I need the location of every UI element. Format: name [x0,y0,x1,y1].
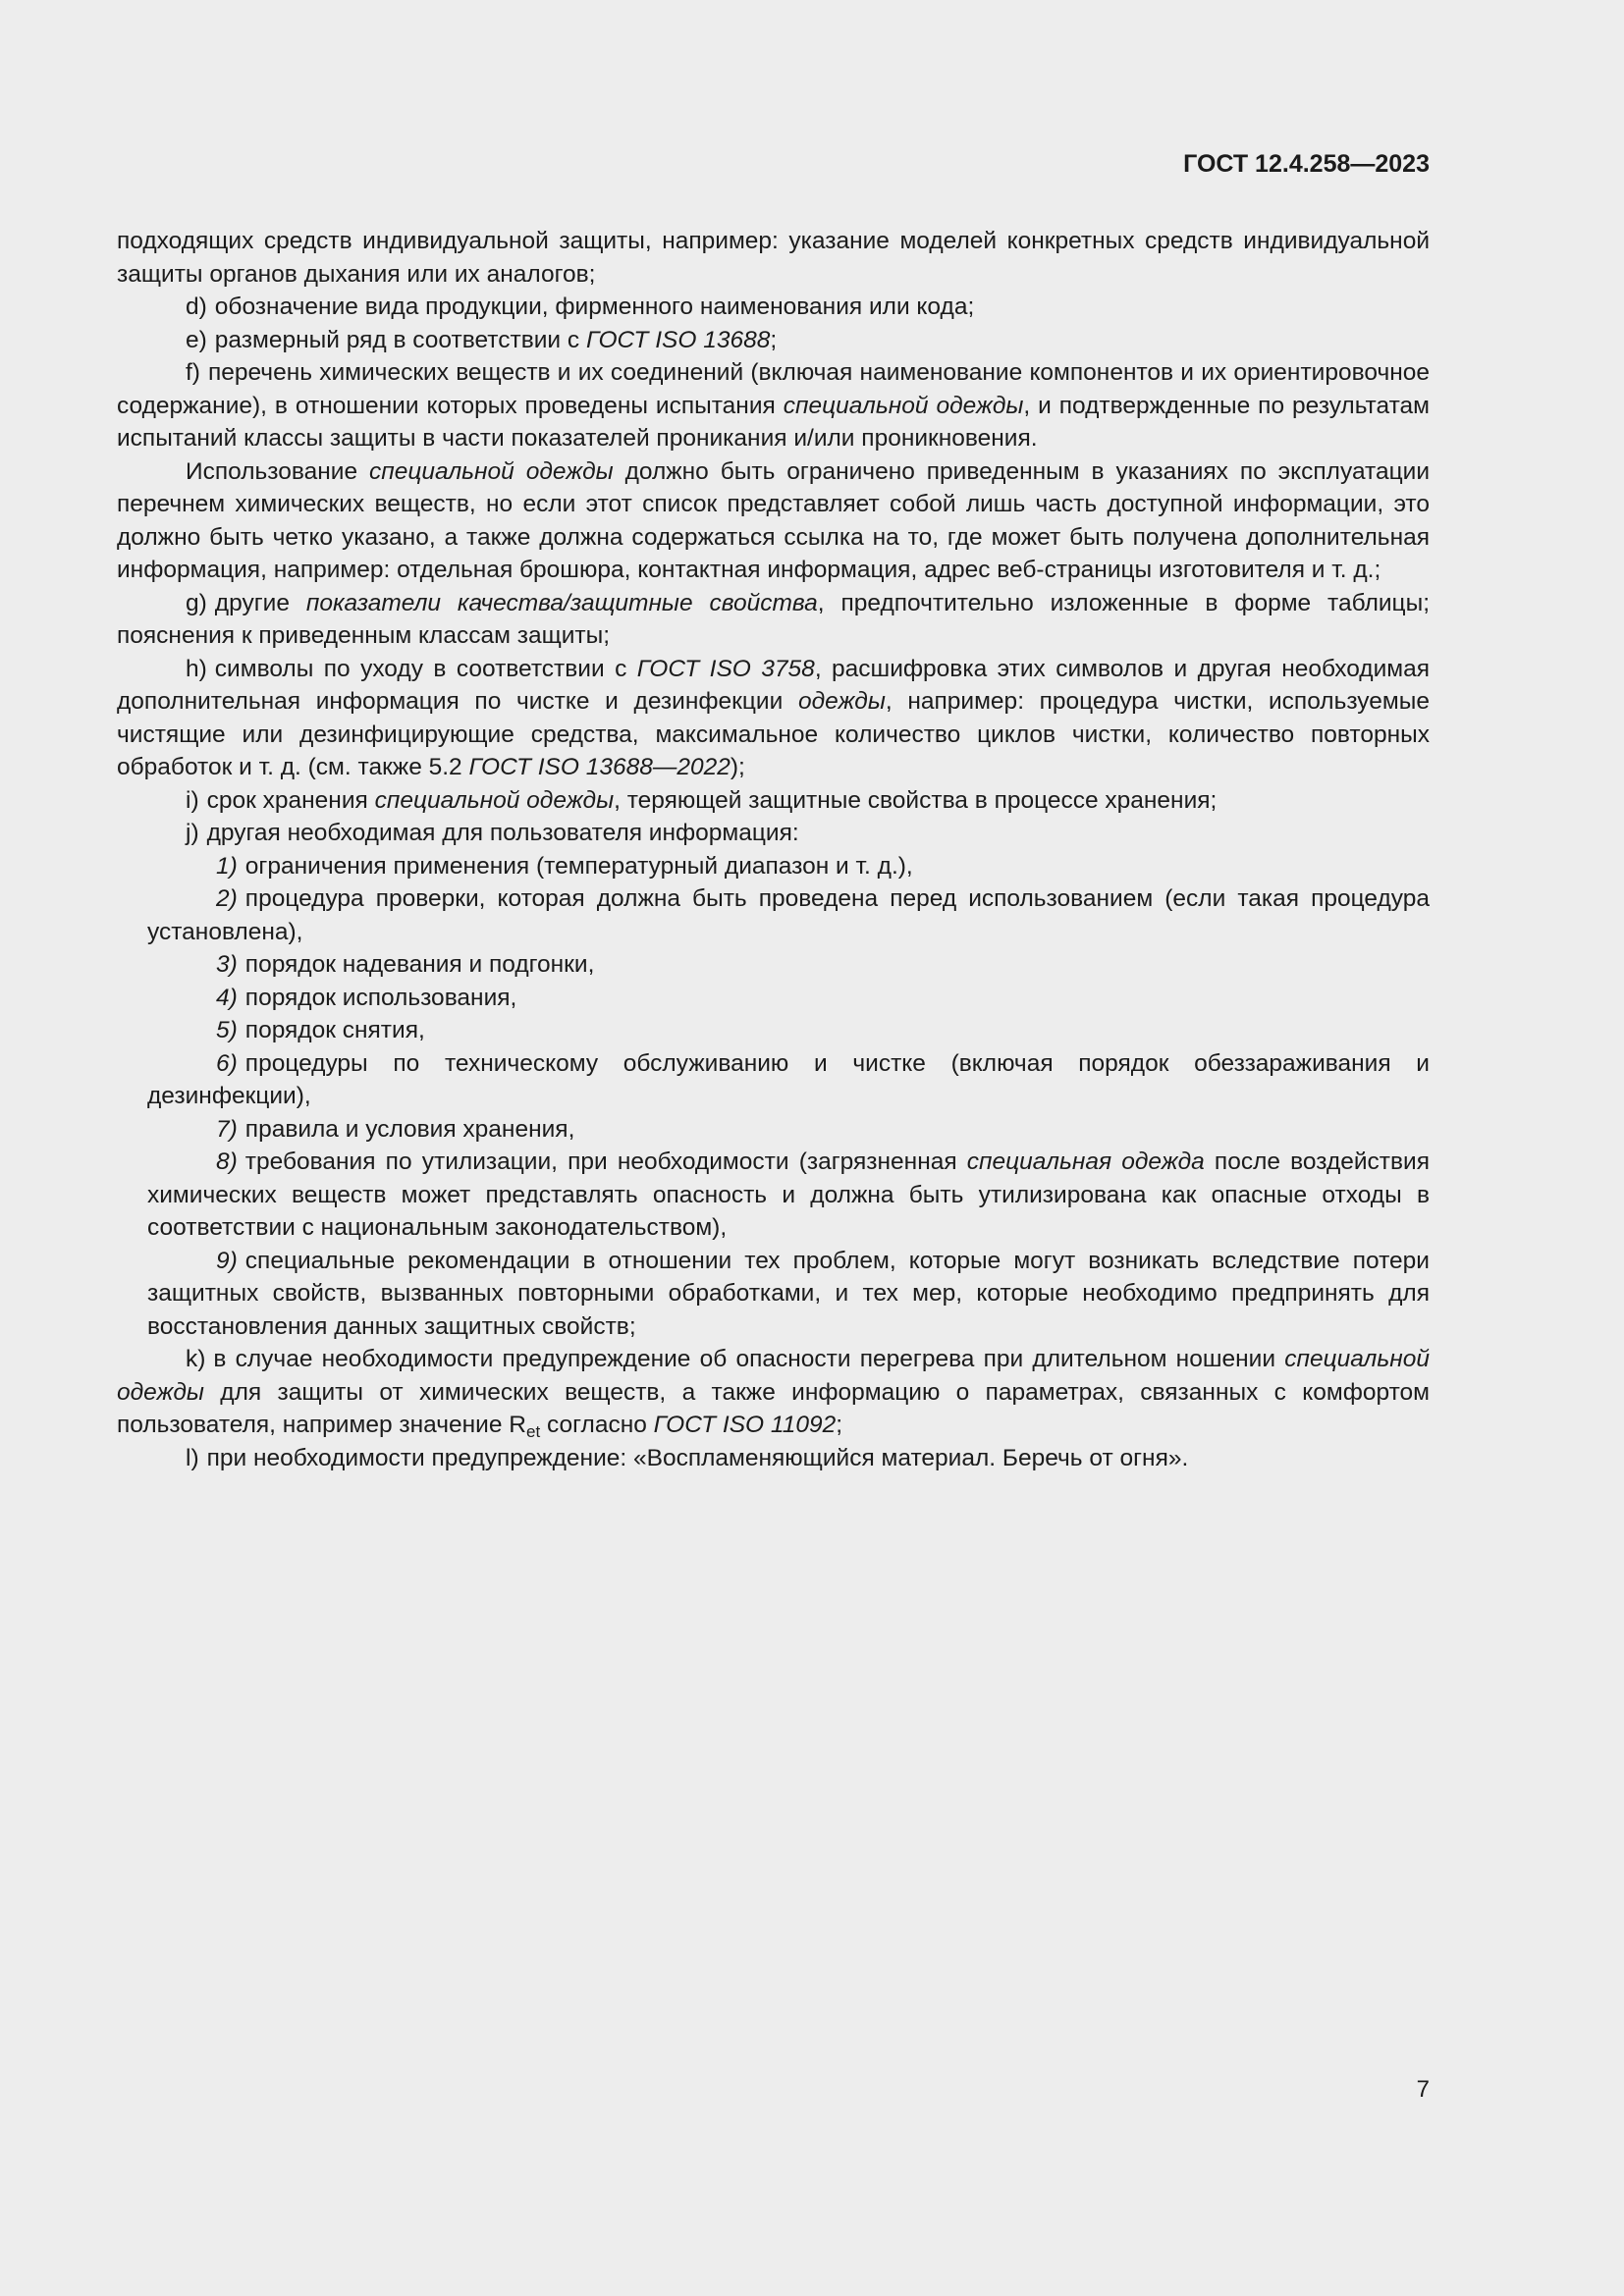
standard-reference: ГОСТ ISO 11092 [653,1412,837,1438]
sublist-marker: 9) [216,1247,238,1274]
sublist-marker: 5) [216,1017,238,1043]
italic-term: специальная одежда [966,1148,1205,1175]
italic-term: специальной одежды [374,786,615,814]
list-item-i: i) срок хранения специальной одежды, теряющей защитные свойства в процессе хранения; [117,784,1430,818]
list-marker: i) [186,786,199,814]
list-marker: h) [186,655,207,682]
sublist-item-5: 5) порядок снятия, [117,1014,1430,1047]
list-marker: d) [186,294,207,320]
sublist-marker: 6) [216,1049,238,1077]
list-marker: f) [186,359,200,386]
italic-term: одежды [797,688,886,715]
list-item-l: l) при необходимости предупреждение: «Воспламеняющийся материал. Беречь от огня». [117,1442,1430,1475]
list-item-g: g) другие показатели качества/защитные свойства, предпочтительно изложенные в форме таблицы; пояснения к приведенным классам защиты; [117,587,1430,653]
sublist-marker: 3) [216,951,238,978]
list-marker: l) [186,1444,199,1471]
sublist-item-3: 3) порядок надевания и подгонки, [117,948,1430,982]
sublist-marker: 2) [216,885,238,912]
sublist-item-4: 4) порядок использования, [117,982,1430,1015]
standard-code-header: ГОСТ 12.4.258—2023 [1183,150,1430,178]
list-marker: k) [186,1346,206,1372]
list-marker: g) [186,589,207,616]
italic-term: показатели качества/защитные свойства [305,589,818,616]
standard-reference: ГОСТ ISO 13688 [585,326,771,353]
page-number: 7 [1416,2076,1430,2103]
standard-reference: ГОСТ ISO 13688—2022 [468,754,731,780]
list-marker: e) [186,326,207,353]
subscript-et: et [525,1422,541,1441]
list-item-j: j) другая необходимая для пользователя информация: [117,817,1430,850]
sublist-marker: 4) [216,984,238,1011]
sublist-item-1: 1) ограничения применения (температурный диапазон и т. д.), [117,850,1430,883]
sublist-marker: 8) [216,1148,238,1175]
sublist-item-2: 2) процедура проверки, которая должна быть проведена перед использованием (если такая процедура установлена), [117,882,1430,948]
sublist-marker: 1) [216,852,238,880]
italic-term: специальной одежды [369,457,614,485]
sublist-item-6: 6) процедуры по техническому обслуживанию и чистке (включая порядок обеззараживания и дезинфекции), [117,1047,1430,1113]
list-item-k: k) в случае необходимости предупреждение об опасности перегрева при длительном ношении специальной одежды для защиты от химических веществ, а также информацию о параметрах, связанных с комфортом пользователя, например значение $R_{et}$ согласно ГОСТ ISO 11092; [117,1343,1430,1442]
standard-reference: ГОСТ ISO 3758 [636,655,815,682]
paragraph-usage: Использование специальной одежды должно быть ограничено приведенным в указаниях по эксплуатации перечнем химических веществ, но если этот список представляет собой лишь часть доступной информации, это должно быть четко указано, а также должна содержаться ссылка на то, где может быть получена дополнительная информация, например: отдельная брошюра, контактная информация, адрес веб-страницы изготовителя и т. д.; [117,457,1431,583]
sublist-marker: 7) [216,1115,238,1143]
list-item-d: d) обозначение вида продукции, фирменного наименования или кода; [117,291,1430,324]
italic-term: специальной одежды [783,392,1024,419]
sublist-item-9: 9) специальные рекомендации в отношении тех проблем, которые могут возникать вследствие потери защитных свойств, вызванных повторными обработками, и тех мер, которые необходимо предпринять для восстановления данных защитных свойств; [117,1245,1430,1344]
list-item-h: h) символы по уходу в соответствии с ГОСТ ISO 3758, расшифровка этих символов и другая необходимая дополнительная информация по чистке и дезинфекции одежды, например: процедура чистки, используемые чистящие или дезинфицирующие средства, максимальное количество циклов чистки, количество повторных обработок и т. д. (см. также 5.2 ГОСТ ISO 13688—2022); [117,653,1430,784]
sublist-item-7: 7) правила и условия хранения, [117,1113,1430,1147]
italic-term: специальной одежды [117,1346,1430,1406]
sublist-item-8: 8) требования по утилизации, при необходимости (загрязненная специальная одежда после воздействия химических веществ может представлять опасность и должна быть утилизирована как опасные отходы в соответствии с национальным законодательством), [117,1146,1430,1245]
paragraph-continuation: подходящих средств индивидуальной защиты, например: указание моделей конкретных средств индивидуальной защиты органов дыхания или их аналогов; [117,228,1430,288]
document-body [117,225,1430,1474]
list-item-e: e) размерный ряд в соответствии с ГОСТ ISO 13688; [117,324,1430,357]
list-marker: j) [186,820,199,846]
list-item-f: f) перечень химических веществ и их соединений (включая наименование компонентов и их ориентировочное содержание), в отношении которых проведены испытания специальной одежды, и подтвержденные по результатам испытаний классы защиты в части показателей проникания и/или проникновения. [117,356,1430,455]
